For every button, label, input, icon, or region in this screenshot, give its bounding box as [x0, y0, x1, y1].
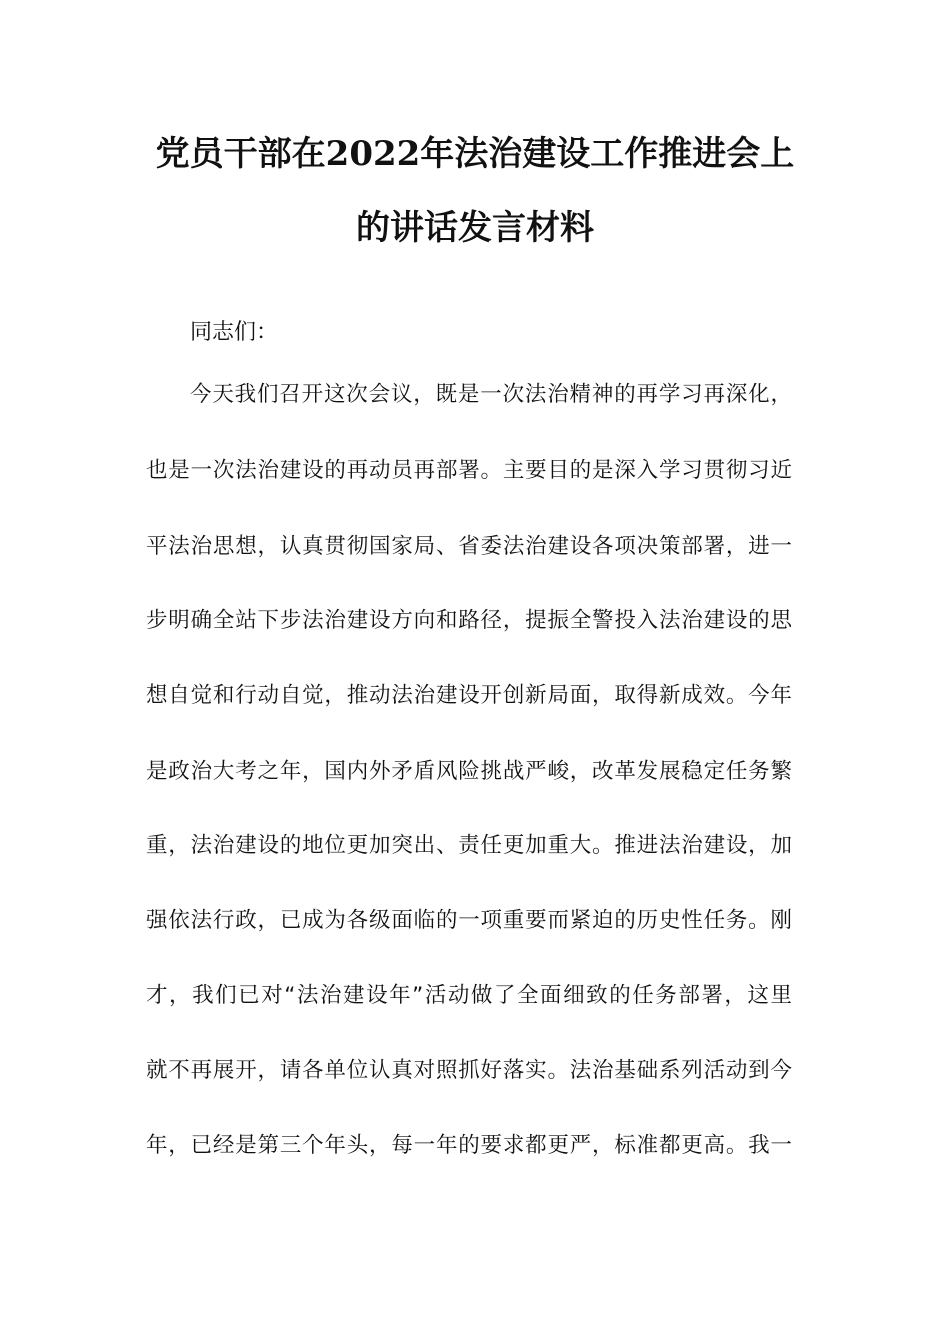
- body-line: 平法治思想，认真贯彻国家局、省委法治建设各项决策部署，进一: [146, 534, 792, 559]
- body-line: 年，已经是第三个年头，每一年的要求都更严，标准都更高。我一: [146, 1133, 792, 1158]
- body-line: 才，我们已对“法治建设年”活动做了全面细致的任务部署，这里: [146, 983, 792, 1008]
- body-line: 是政治大考之年，国内外矛盾风险挑战严峻，改革发展稳定任务繁: [146, 759, 792, 784]
- document-title-line-1: 党员干部在2022年法治建设工作推进会上: [155, 134, 795, 174]
- body-line: 想自觉和行动自觉，推动法治建设开创新局面，取得新成效。今年: [146, 683, 792, 708]
- body-line: 今天我们召开这次会议，既是一次法治精神的再学习再深化，: [190, 382, 792, 407]
- document-title-line-2: 的讲话发言材料: [356, 208, 594, 248]
- salutation: 同志们：: [190, 320, 279, 345]
- body-line: 步明确全站下步法治建设方向和路径，提振全警投入法治建设的思: [146, 608, 792, 633]
- body-line: 也是一次法治建设的再动员再部署。主要目的是深入学习贯彻习近: [146, 458, 792, 483]
- body-line: 重，法治建设的地位更加突出、责任更加重大。推进法治建设，加: [146, 833, 792, 858]
- body-line: 强依法行政，已成为各级面临的一项重要而紧迫的历史性任务。刚: [146, 908, 792, 933]
- body-line: 就不再展开，请各单位认真对照抓好落实。法治基础系列活动到今: [146, 1058, 792, 1083]
